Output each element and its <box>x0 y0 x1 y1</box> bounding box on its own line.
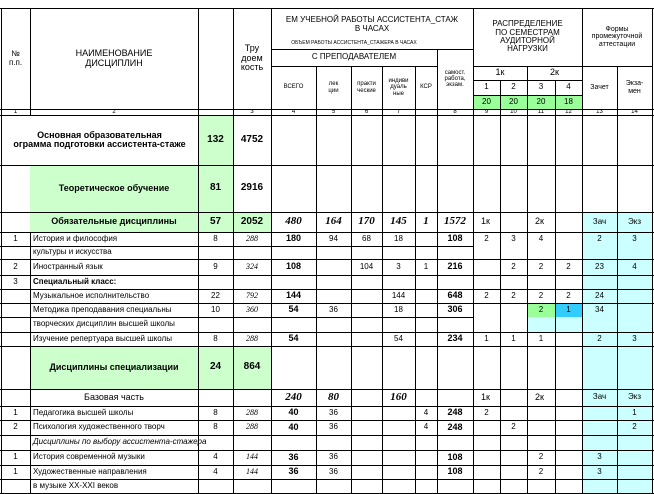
modern-name: История современной музыки <box>33 452 145 462</box>
header-num: № п.п. <box>8 49 23 67</box>
lang-pr: 104 <box>359 261 374 271</box>
special-disc-name: Дисциплины специализации <box>49 361 179 372</box>
method-self: 306 <box>447 304 463 315</box>
special-disc-b: 864 <box>243 361 261 373</box>
colnum: 13 <box>596 109 603 115</box>
pedagogy-n: 1 <box>13 407 18 417</box>
colnum: 9 <box>484 109 489 115</box>
pedagogy-ex: 1 <box>632 407 637 417</box>
mandatory-ex: Экз <box>627 216 641 226</box>
psychology-total: 40 <box>288 421 299 432</box>
history-ind: 18 <box>394 233 403 243</box>
grid-line <box>382 67 383 494</box>
lang-ksr: 1 <box>423 261 429 271</box>
history-n: 1 <box>13 233 18 243</box>
header-weeks4: 18 <box>564 96 573 106</box>
header-weeks3: 20 <box>536 96 546 106</box>
method-name-2: творческих дисциплин высшей школы <box>33 319 175 329</box>
modern-b: 144 <box>246 452 258 462</box>
art-total: 36 <box>288 466 299 477</box>
history-s1: 2 <box>484 233 489 243</box>
art-a: 4 <box>213 466 218 476</box>
lang-s2: 2 <box>511 261 516 271</box>
header-distribution: РАСПРЕДЕЛЕНИЕ ПО СЕМЕСТРАМ АУДИТОРНОЙ НАГРУЗКИ <box>492 19 563 54</box>
header-sem2: 2 <box>511 82 516 92</box>
mandatory-name: Обязательные дисциплины <box>51 216 177 227</box>
art-lec: 36 <box>329 466 338 476</box>
psychology-name: Психология художественного творч <box>33 422 165 432</box>
base-c2: 2к <box>535 391 544 402</box>
art-name-2: в музыке XX-XXI веков <box>33 480 119 490</box>
header-volume-title: ЕМ УЧЕБНОЙ РАБОТЫ АССИСТЕНТА_СТАЖ В ЧАСАХ <box>285 15 459 33</box>
header-weeks1: 20 <box>482 96 491 106</box>
art-s3: 2 <box>538 466 544 476</box>
method-a: 10 <box>211 304 220 314</box>
header-credit: Зачет <box>590 83 609 91</box>
special-name: Специальный класс: <box>33 276 117 286</box>
base-c1: 1к <box>481 391 490 402</box>
header-exam: Экза- мен <box>625 80 644 95</box>
theory-a: 81 <box>209 182 222 194</box>
psychology-a: 8 <box>213 422 218 432</box>
header-forms: Формы промежуточной аттестации <box>591 25 643 48</box>
music-self: 648 <box>447 290 463 301</box>
art-self: 108 <box>447 466 463 477</box>
base-total: 240 <box>285 390 302 403</box>
header-sem1: 1 <box>484 82 489 92</box>
pedagogy-ksr: 4 <box>423 407 429 417</box>
mandatory-self: 1572 <box>444 215 466 228</box>
main-program-name: Основная образовательная ограмма подготовки ассистента-стаже <box>13 129 186 149</box>
colnum: 1 <box>13 109 18 115</box>
mandatory-total: 480 <box>285 215 302 228</box>
header-total: ВСЕГО <box>283 84 304 91</box>
base-ind: 160 <box>390 390 407 403</box>
repertoire-ind: 54 <box>394 333 403 343</box>
colnum: 4 <box>291 109 296 115</box>
method-lec: 36 <box>329 304 338 314</box>
method-total: 54 <box>288 304 299 315</box>
art-cr: 3 <box>597 466 602 476</box>
header-selfwork: самост. работа, экзам. <box>444 69 466 89</box>
base-cr: Зач <box>592 392 607 402</box>
lang-total: 108 <box>285 261 302 272</box>
method-name: Методика преподавания специальны <box>33 304 172 314</box>
music-ind: 144 <box>391 290 406 300</box>
modern-self: 108 <box>447 451 463 462</box>
history-cr: 2 <box>597 233 602 243</box>
grid-line <box>527 66 528 494</box>
art-name: Художественные направления <box>33 466 147 476</box>
lang-cr: 23 <box>595 261 604 271</box>
pedagogy-a: 8 <box>213 407 218 417</box>
lang-s3: 2 <box>538 261 544 271</box>
header-individual: индиви дуаль ные <box>388 78 409 97</box>
special-disc-a: 24 <box>209 361 222 373</box>
history-b: 288 <box>246 233 258 243</box>
main-program-b: 4752 <box>240 133 264 145</box>
repertoire-s1: 1 <box>484 333 489 343</box>
method-ind: 18 <box>394 304 403 314</box>
header-course2: 2к <box>550 67 559 78</box>
history-ex: 3 <box>632 233 637 243</box>
psychology-ex: 2 <box>632 422 637 432</box>
psychology-n: 2 <box>13 422 18 432</box>
lang-a: 9 <box>213 261 218 271</box>
music-name: Музыкальное исполнительство <box>33 290 150 300</box>
history-name: История и философия <box>33 233 118 243</box>
music-s4: 2 <box>566 290 571 300</box>
psychology-s2: 2 <box>511 422 516 432</box>
lang-n: 2 <box>13 261 18 271</box>
repertoire-s3: 1 <box>538 333 544 343</box>
theory-b: 2916 <box>240 182 264 194</box>
repertoire-b: 288 <box>246 333 258 343</box>
modern-n: 1 <box>13 452 18 462</box>
modern-a: 4 <box>213 452 218 462</box>
mandatory-a: 57 <box>209 215 222 227</box>
pedagogy-name: Педагогика высшей школы <box>33 407 134 417</box>
mandatory-b: 2052 <box>240 215 264 227</box>
colnum: 12 <box>565 109 572 115</box>
header-weeks2: 20 <box>509 96 518 106</box>
colnum: 3 <box>250 109 254 115</box>
colnum: 11 <box>537 109 545 115</box>
music-s3: 2 <box>538 290 544 300</box>
main-program-a: 132 <box>207 133 224 145</box>
music-a: 22 <box>211 290 220 300</box>
history-s3: 4 <box>538 233 544 243</box>
lang-ind: 3 <box>396 261 401 271</box>
art-n: 1 <box>13 466 18 476</box>
repertoire-s2: 1 <box>511 333 516 343</box>
header-disciplines: НАИМЕНОВАНИЕ ДИСЦИПЛИН <box>75 48 153 68</box>
colnum: 5 <box>331 109 336 115</box>
special-n: 3 <box>13 276 18 286</box>
base-lec: 80 <box>328 390 339 403</box>
history-a: 8 <box>213 233 218 243</box>
method-s3: 2 <box>538 304 544 314</box>
header-labor: Тру доем кость <box>240 43 264 73</box>
modern-total: 36 <box>288 451 299 462</box>
lang-ex: 4 <box>632 261 637 271</box>
history-total: 180 <box>285 233 302 244</box>
colnum: 7 <box>396 109 401 115</box>
lang-s4: 2 <box>566 261 571 271</box>
pedagogy-s1: 2 <box>484 407 489 417</box>
base-ex: Экз <box>627 392 641 402</box>
music-s1: 2 <box>484 290 489 300</box>
mandatory-ksr: 1 <box>423 215 429 228</box>
theory-name: Теоретическое обучение <box>58 182 170 193</box>
header-sem3: 3 <box>538 82 544 92</box>
method-s4: 1 <box>566 304 571 314</box>
repertoire-cr: 2 <box>597 333 602 343</box>
colnum: 10 <box>510 109 517 115</box>
header-course1: 1к <box>495 67 505 78</box>
history-self: 108 <box>447 233 463 244</box>
lang-self: 216 <box>447 261 463 272</box>
pedagogy-self: 248 <box>447 407 463 418</box>
pedagogy-total: 40 <box>288 407 299 418</box>
base-name: Базовая часть <box>84 391 144 402</box>
header-lectures: лек ции <box>328 81 339 94</box>
header-with-teacher: С ПРЕПОДАВАТЕЛЕМ <box>311 52 397 62</box>
modern-cr: 3 <box>597 452 602 462</box>
music-cr: 24 <box>595 290 604 300</box>
mandatory-lec: 164 <box>325 215 342 228</box>
colnum: 8 <box>453 109 457 115</box>
history-name-2: культуры и искусства <box>33 247 112 257</box>
psychology-ksr: 4 <box>423 422 429 432</box>
mandatory-c1: 1к <box>481 216 490 227</box>
art-b: 144 <box>246 466 258 476</box>
repertoire-a: 8 <box>213 333 218 343</box>
lang-b: 324 <box>246 261 258 271</box>
header-volume-sub: ОБЪЕМ РАБОТЫ АССИСТЕНТА_СТАЖЕРА В ЧАСАХ <box>291 40 417 47</box>
colnum: 2 <box>112 109 116 115</box>
modern-lec: 36 <box>329 452 338 462</box>
mandatory-pr: 170 <box>358 215 375 228</box>
method-b: 360 <box>246 304 258 314</box>
modern-s3: 2 <box>538 452 544 462</box>
grid-line <box>555 80 556 494</box>
mandatory-c2: 2к <box>535 216 544 227</box>
repertoire-self: 234 <box>447 333 463 344</box>
header-ksr: КСР <box>420 84 432 91</box>
grid-line <box>652 8 653 494</box>
lang-name: Иностранный язык <box>33 261 103 271</box>
repertoire-name: Изучение репертуара высшей школы <box>33 333 172 343</box>
history-lec: 94 <box>329 233 338 243</box>
music-s2: 2 <box>511 290 516 300</box>
music-b: 792 <box>246 290 258 300</box>
colnum: 6 <box>364 109 369 115</box>
history-pr: 68 <box>362 233 371 243</box>
pedagogy-lec: 36 <box>329 407 338 417</box>
psychology-lec: 36 <box>329 422 338 432</box>
header-sem4: 4 <box>566 82 571 92</box>
header-practical: практи ческие <box>357 81 376 94</box>
mandatory-cr: Зач <box>592 216 607 226</box>
grid-line <box>351 67 352 494</box>
method-cr: 34 <box>595 304 604 314</box>
colnum: 14 <box>631 109 638 115</box>
psychology-self: 248 <box>447 421 463 432</box>
history-s2: 3 <box>511 233 516 243</box>
music-total: 144 <box>285 290 302 301</box>
elective-name: Дисциплины по выбору ассистента-стажера <box>33 437 207 447</box>
repertoire-total: 54 <box>288 333 299 344</box>
pedagogy-b: 288 <box>246 407 258 417</box>
psychology-b: 288 <box>246 422 258 432</box>
repertoire-ex: 3 <box>632 333 637 343</box>
mandatory-ind: 145 <box>390 215 407 228</box>
